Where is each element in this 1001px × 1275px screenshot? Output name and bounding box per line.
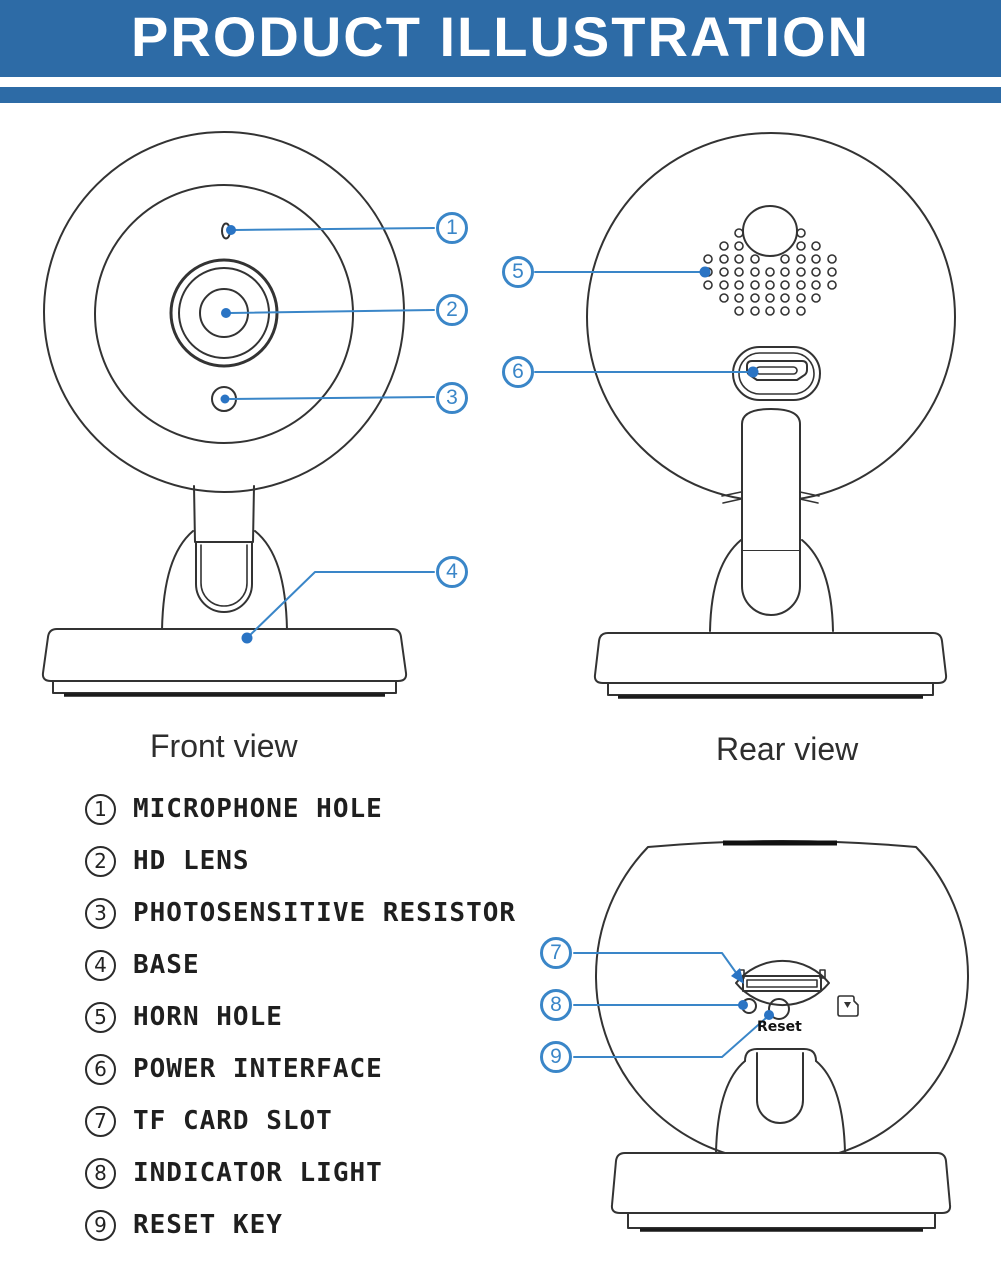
legend-item — [85, 1199, 516, 1251]
bottom-base-lip — [628, 1213, 935, 1228]
legend-item-number: 7 — [85, 1106, 116, 1137]
callout-9-reset-key: 9 — [540, 1041, 572, 1073]
callout-6-power-interface: 6 — [502, 356, 534, 388]
rear-view-drawing — [535, 133, 955, 697]
front-view-drawing — [43, 132, 434, 695]
legend-item — [85, 887, 516, 939]
front-bracket-slot-inner — [201, 545, 247, 606]
micro-usb-slot — [756, 367, 797, 374]
legend-item-number: 5 — [85, 1002, 116, 1033]
legend-item — [85, 991, 516, 1043]
legend-item — [85, 1095, 516, 1147]
front-view-caption: Front view — [150, 728, 298, 764]
legend-item-number: 1 — [85, 794, 116, 825]
leader-dot-3 — [221, 395, 230, 404]
bottom-body-outline — [596, 841, 968, 1162]
legend-item-label: BASE — [133, 950, 200, 980]
callout-7-tf-card-slot: 7 — [540, 937, 572, 969]
reset-key-label: Reset — [757, 1019, 802, 1035]
page-title: PRODUCT ILLUSTRATION — [131, 5, 870, 68]
callout-1-microphone-hole: 1 — [436, 212, 468, 244]
front-base — [43, 629, 406, 681]
leader-dot-4 — [242, 633, 253, 644]
legend-item-label: INDICATOR LIGHT — [133, 1158, 383, 1188]
legend-list — [85, 783, 516, 1251]
front-neck — [194, 486, 254, 542]
legend-item — [85, 939, 516, 991]
front-bracket — [162, 531, 287, 630]
legend-item — [85, 835, 516, 887]
legend-item-label: MICROPHONE HOLE — [133, 794, 383, 824]
leader-line-3 — [230, 397, 434, 399]
legend-item-label: POWER INTERFACE — [133, 1054, 383, 1084]
rear-view-caption: Rear view — [716, 731, 859, 767]
leader-dot-6 — [748, 367, 759, 378]
legend-item-label: HD LENS — [133, 846, 250, 876]
horn-hole-grille — [704, 229, 836, 315]
legend-item — [85, 1147, 516, 1199]
leader-dot-5 — [700, 267, 711, 278]
front-base-lip — [53, 681, 396, 693]
legend-item — [85, 1043, 516, 1095]
legend-item-number: 3 — [85, 898, 116, 929]
leader-line-1 — [235, 228, 434, 230]
legend-item-number: 9 — [85, 1210, 116, 1241]
speaker-opening — [743, 206, 797, 256]
leader-dot-8 — [738, 1000, 748, 1010]
rear-base — [595, 633, 946, 683]
leader-dot-2 — [221, 308, 231, 318]
rear-arm — [742, 409, 800, 552]
rear-base-lip — [608, 683, 933, 695]
callout-8-indicator-light: 8 — [540, 989, 572, 1021]
leader-dot-1 — [226, 225, 236, 235]
legend-item-number: 8 — [85, 1158, 116, 1189]
front-bracket-slot — [196, 542, 252, 612]
bottom-view-drawing — [574, 841, 968, 1230]
legend-item-number: 6 — [85, 1054, 116, 1085]
legend-item — [85, 783, 516, 835]
callout-5-horn-hole: 5 — [502, 256, 534, 288]
rear-arm-tip — [742, 551, 800, 615]
callout-3-photosensitive-resistor: 3 — [436, 382, 468, 414]
legend-item-label: HORN HOLE — [133, 1002, 283, 1032]
legend-item-label: TF CARD SLOT — [133, 1106, 333, 1136]
bottom-base — [612, 1153, 950, 1213]
callout-2-hd-lens: 2 — [436, 294, 468, 326]
legend-item-number: 4 — [85, 950, 116, 981]
callout-4-base: 4 — [436, 556, 468, 588]
legend-item-label: PHOTOSENSITIVE RESISTOR — [133, 898, 517, 928]
legend-item-label: RESET KEY — [133, 1210, 283, 1240]
legend-item-number: 2 — [85, 846, 116, 877]
